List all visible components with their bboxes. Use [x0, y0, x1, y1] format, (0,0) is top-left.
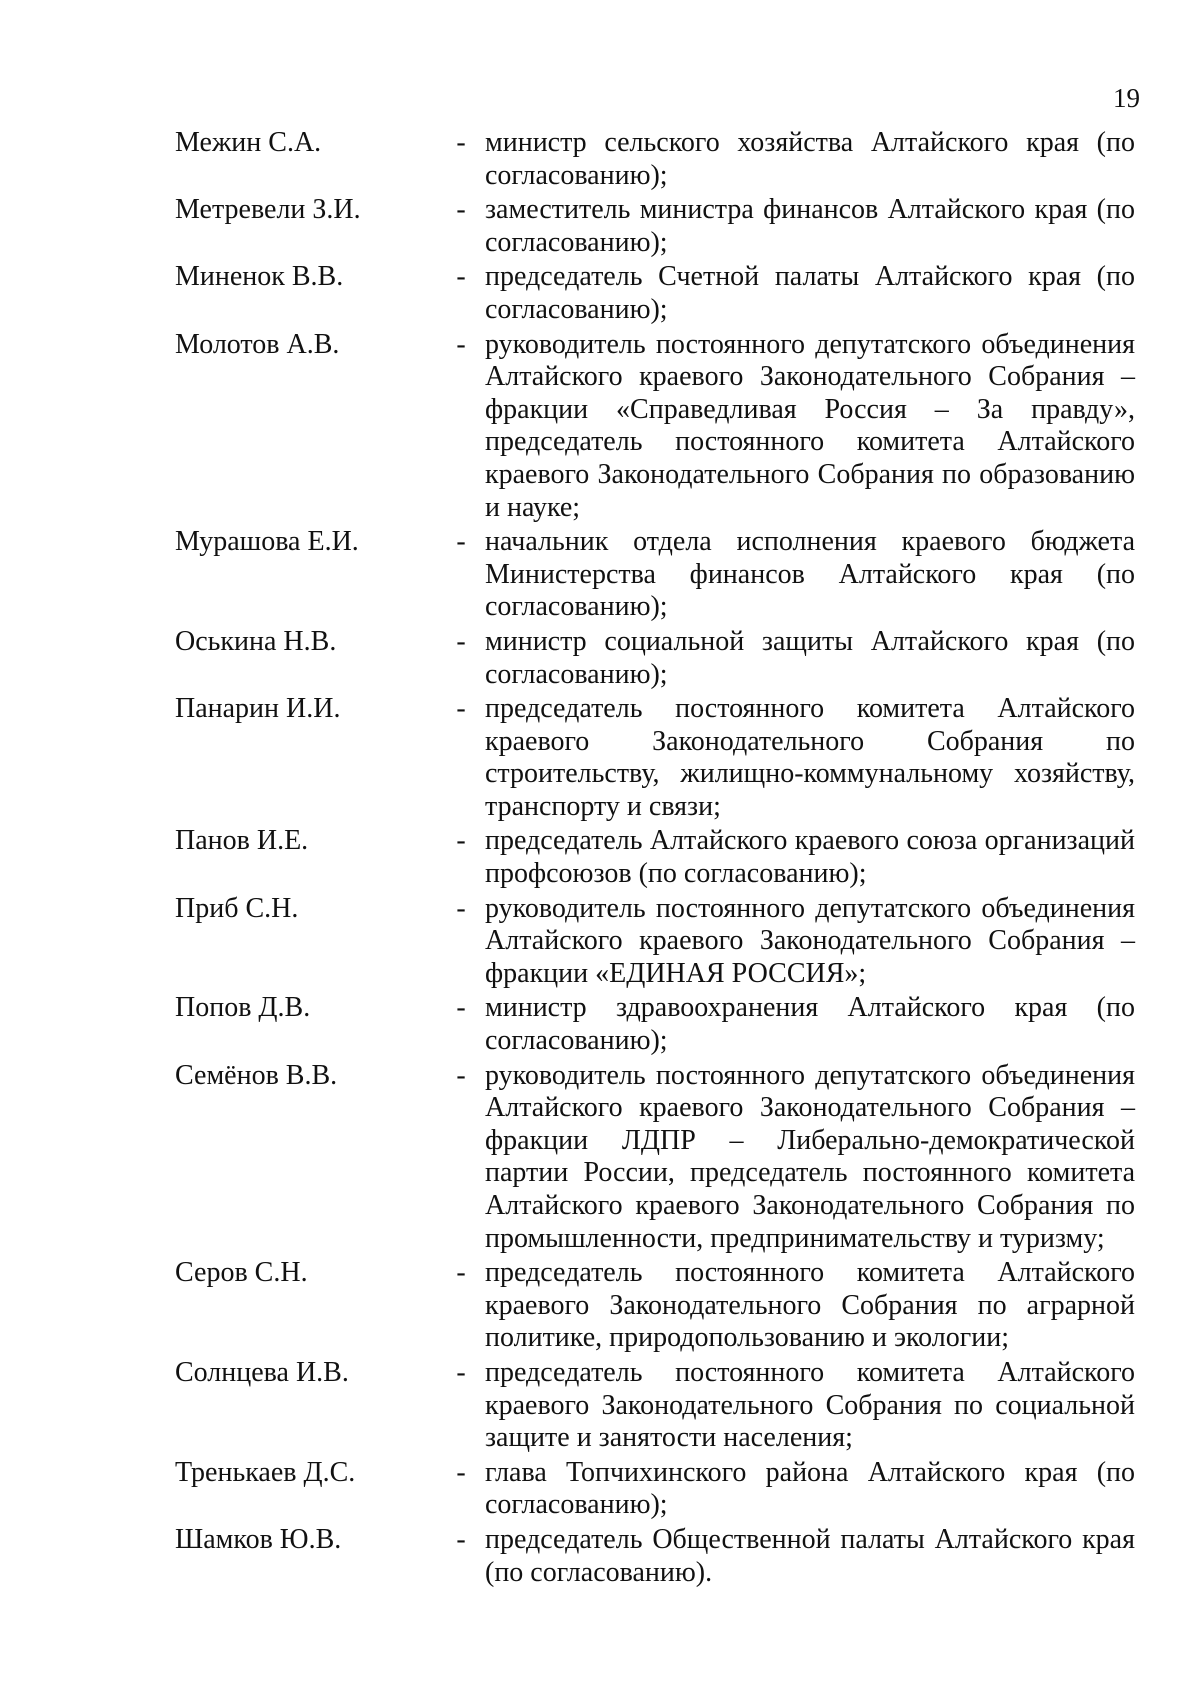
member-name: Солнцева И.В.	[175, 1356, 349, 1388]
member-name: Серов С.Н.	[175, 1257, 308, 1289]
list-item	[175, 1357, 1135, 1455]
member-name: Тренькаев Д.С.	[175, 1456, 356, 1488]
list-item	[175, 127, 1135, 192]
member-name: Панов И.Е.	[175, 825, 309, 857]
member-position: начальник отдела исполнения краевого бюджета Министерства финансов Алтайского края (по согласованию);	[485, 526, 1135, 623]
dash-separator: -	[456, 1356, 466, 1388]
dash-separator: -	[456, 261, 466, 293]
list-item	[175, 1060, 1135, 1256]
member-name: Попов Д.В.	[175, 992, 311, 1024]
dash-separator: -	[456, 892, 466, 924]
list-item	[175, 194, 1135, 259]
dash-separator: -	[456, 127, 466, 158]
dash-separator: -	[456, 526, 466, 558]
dash-separator: -	[456, 1257, 466, 1289]
member-position: председатель постоянного комитета Алтайского краевого Законодательного Собрания по социальной защите и занятости населения;	[485, 1356, 1135, 1454]
member-position: руководитель постоянного депутатского объединения Алтайского краевого Законодательного Собрания – фракции ЛДПР – Либерально-демократической партии России, председатель постоянного комитета Алтайского краевого Законодательного Собрания по промышленности, предпринимательству и туризму;	[485, 1059, 1135, 1254]
member-name: Оськина Н.В.	[175, 625, 337, 657]
member-position: председатель Общественной палаты Алтайского края (по согласованию).	[485, 1523, 1135, 1588]
member-name: Молотов А.В.	[175, 328, 340, 360]
list-item	[175, 893, 1135, 991]
list-item	[175, 1257, 1135, 1355]
list-item	[175, 1457, 1135, 1522]
member-position: глава Топчихинского района Алтайского края (по согласованию);	[485, 1456, 1135, 1521]
member-list	[175, 127, 1135, 1591]
member-name: Семёнов В.В.	[175, 1059, 338, 1091]
list-item	[175, 825, 1135, 890]
dash-separator: -	[456, 194, 466, 226]
dash-separator: -	[456, 1456, 466, 1488]
member-name: Миненок В.В.	[175, 261, 344, 293]
page-number: 19	[1113, 83, 1140, 113]
member-position: министр сельского хозяйства Алтайского края (по согласованию);	[485, 127, 1135, 191]
member-name: Метревели З.И.	[175, 194, 361, 226]
member-position: руководитель постоянного депутатского объединения Алтайского краевого Законодательного Собрания – фракции «ЕДИНАЯ РОССИЯ»;	[485, 892, 1135, 989]
member-position: министр здравоохранения Алтайского края (по согласованию);	[485, 992, 1135, 1057]
dash-separator: -	[456, 1523, 466, 1555]
list-item	[175, 261, 1135, 326]
member-position: министр социальной защиты Алтайского края (по согласованию);	[485, 625, 1135, 690]
dash-separator: -	[456, 825, 466, 857]
member-position: руководитель постоянного депутатского объединения Алтайского краевого Законодательного Собрания – фракции «Справедливая Россия – За правду», председатель постоянного комитета Алтайского краевого Законодательного Собрания по образованию и науке;	[485, 328, 1135, 523]
dash-separator: -	[456, 1059, 466, 1091]
member-position: председатель постоянного комитета Алтайского краевого Законодательного Собрания по аграрной политике, природопользованию и экологии;	[485, 1257, 1135, 1354]
member-position: председатель постоянного комитета Алтайского краевого Законодательного Собрания по строительству, жилищно-коммунальному хозяйству, транспорту и связи;	[485, 693, 1135, 822]
member-position: председатель Алтайского краевого союза организаций профсоюзов (по согласованию);	[485, 825, 1135, 890]
member-name: Приб С.Н.	[175, 892, 299, 924]
dash-separator: -	[456, 992, 466, 1024]
list-item	[175, 329, 1135, 525]
member-name: Межин С.А.	[175, 127, 322, 158]
list-item	[175, 1524, 1135, 1589]
list-item	[175, 526, 1135, 624]
member-position: председатель Счетной палаты Алтайского края (по согласованию);	[485, 261, 1135, 325]
list-item	[175, 992, 1135, 1057]
member-position: заместитель министра финансов Алтайского края (по согласованию);	[485, 194, 1135, 258]
list-item	[175, 693, 1135, 823]
member-name: Шамков Ю.В.	[175, 1523, 342, 1555]
list-item	[175, 626, 1135, 691]
dash-separator: -	[456, 625, 466, 657]
dash-separator: -	[456, 693, 466, 725]
member-name: Мурашова Е.И.	[175, 526, 359, 558]
member-name: Панарин И.И.	[175, 693, 341, 725]
dash-separator: -	[456, 328, 466, 360]
